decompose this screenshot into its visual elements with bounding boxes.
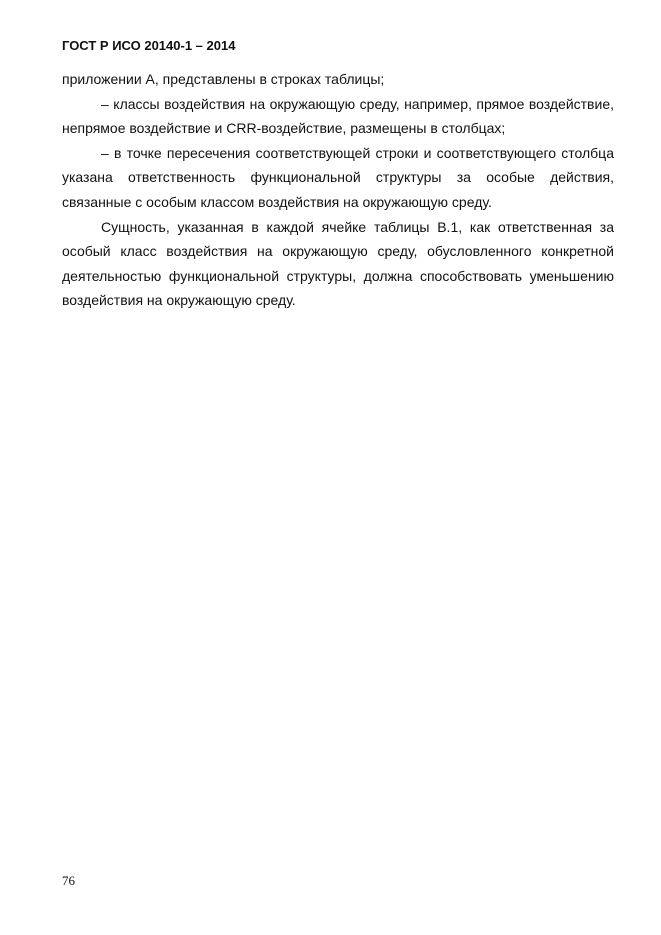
body-text [62,67,614,313]
list-item-intersection: – в точке пересечения соответствующей строки и соответствующего столбца указана ответственность функциональной структуры за особые действия, связанные с особым классом воздействия на окружающую среду. [62,144,614,210]
page-number: 76 [62,873,75,888]
paragraph-continuation: приложении А, представлены в строках таблицы; [62,71,385,87]
list-item-impact-classes: – классы воздействия на окружающую среду, например, прямое воздействие, непрямое воздействие и CRR-воздействие, размещены в столбцах; [62,95,614,137]
document-header: ГОСТ Р ИСО 20140-1 – 2014 [62,38,236,53]
paragraph-entity: Сущность, указанная в каждой ячейке таблицы В.1, как ответственная за особый класс воздействия на окружающую среду, обусловленного конкретной деятельностью функциональной структуры, должна способствовать уменьшению воздействия на окружающую среду. [62,218,614,309]
